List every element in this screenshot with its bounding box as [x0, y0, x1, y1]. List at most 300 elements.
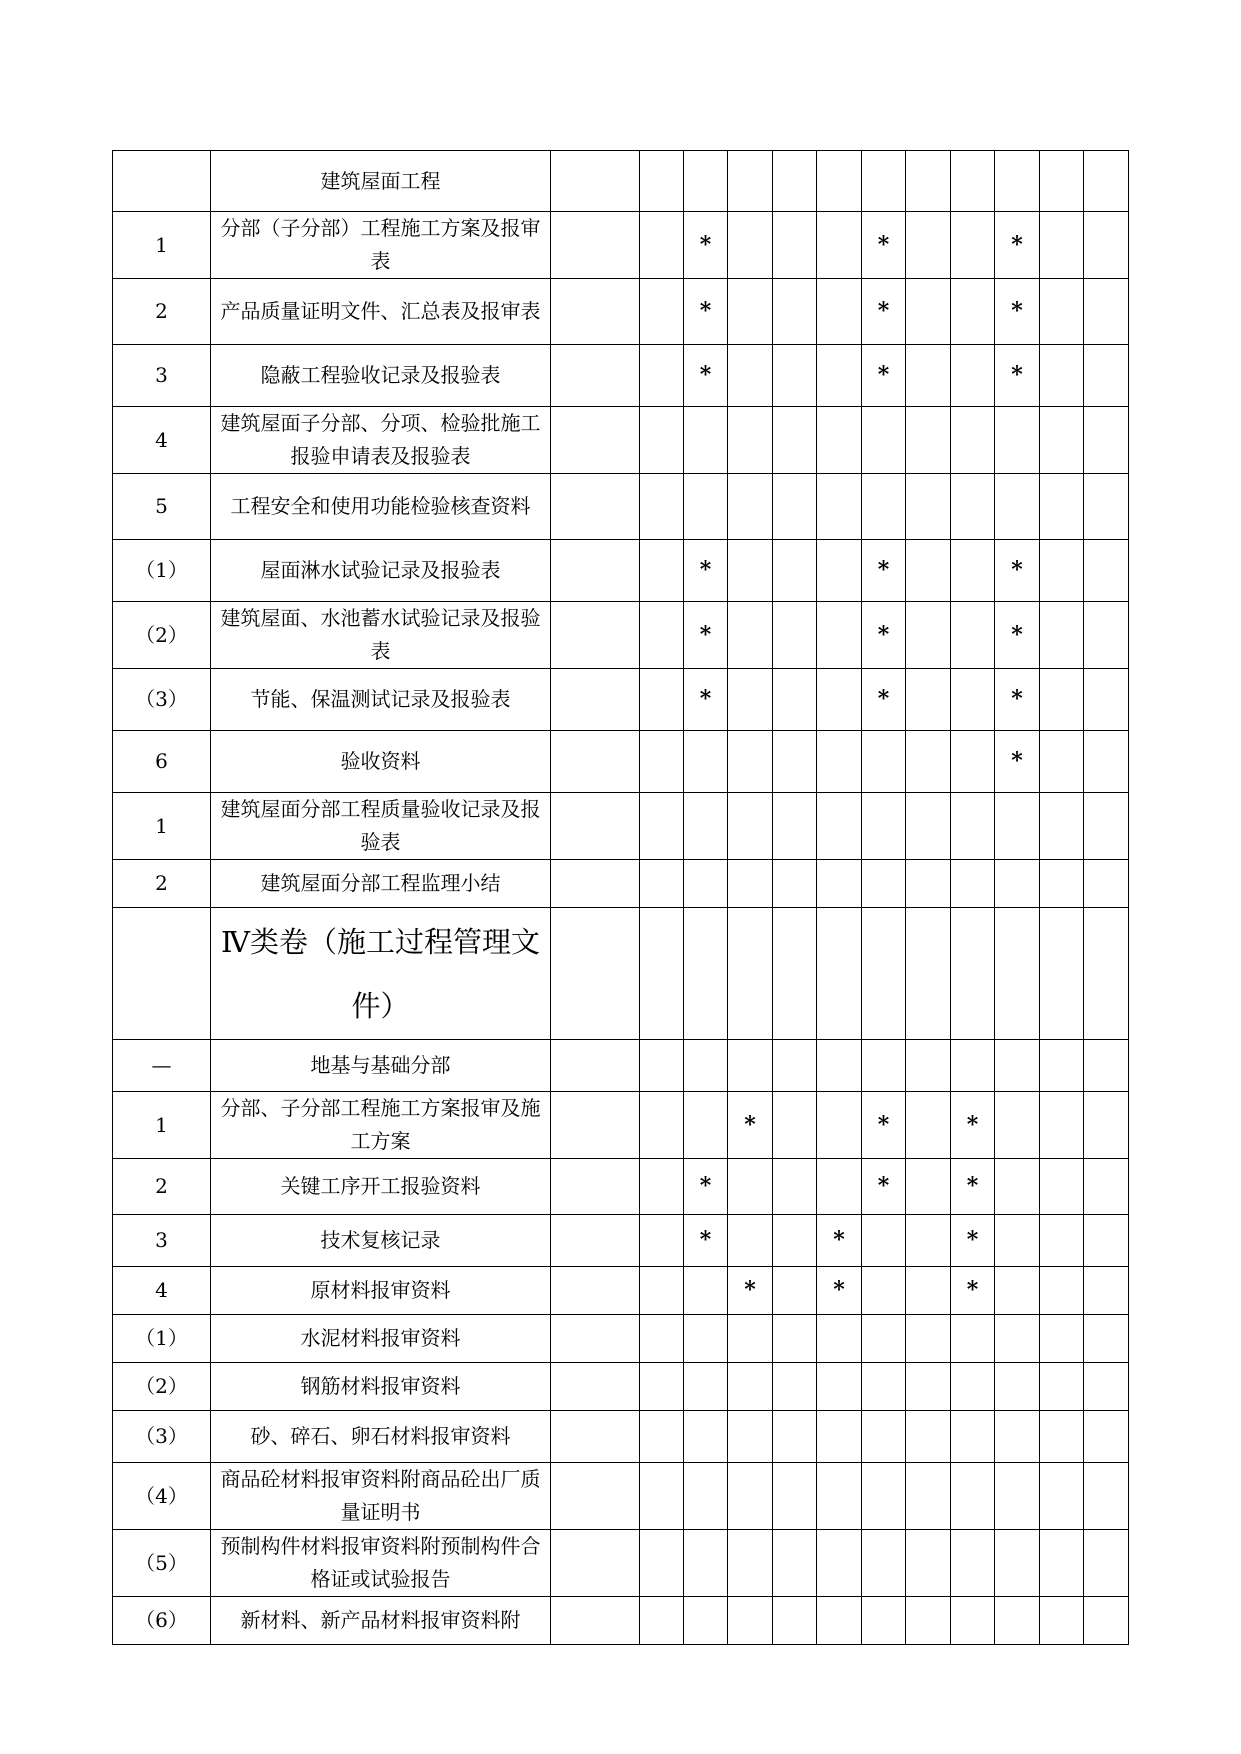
row-number: — [113, 1040, 211, 1092]
mark-cell [551, 345, 640, 407]
row-number: 4 [113, 407, 211, 474]
row-item: 技术复核记录 [211, 1215, 551, 1267]
mark-cell [906, 1530, 951, 1597]
mark-cell [773, 1159, 817, 1215]
mark-cell [995, 1159, 1040, 1215]
row-item: 屋面淋水试验记录及报验表 [211, 540, 551, 602]
mark-cell [817, 602, 862, 669]
row-item: 产品质量证明文件、汇总表及报审表 [211, 279, 551, 345]
mark-cell [684, 1530, 728, 1597]
row-number: （2） [113, 602, 211, 669]
mark-cell [773, 1530, 817, 1597]
mark-cell [906, 1411, 951, 1463]
row-item: 预制构件材料报审资料附预制构件合格证或试验报告 [211, 1530, 551, 1597]
mark-cell [995, 860, 1040, 908]
mark-cell [640, 669, 684, 731]
mark-cell [906, 669, 951, 731]
table-row [113, 602, 1129, 669]
mark-cell [773, 540, 817, 602]
row-number: 6 [113, 731, 211, 793]
mark-cell [773, 151, 817, 212]
mark-cell [640, 474, 684, 540]
mark-cell [551, 1411, 640, 1463]
row-item: 验收资料 [211, 731, 551, 793]
mark-cell [951, 1315, 995, 1363]
mark-cell [862, 1463, 906, 1530]
mark-cell [951, 908, 995, 1040]
mark-cell [995, 1267, 1040, 1315]
row-item: 建筑屋面工程 [211, 151, 551, 212]
mark-cell: * [684, 1215, 728, 1267]
mark-cell [906, 793, 951, 860]
mark-cell [817, 1315, 862, 1363]
mark-cell [640, 860, 684, 908]
mark-cell [906, 908, 951, 1040]
mark-cell [728, 860, 773, 908]
mark-cell [1040, 1315, 1084, 1363]
mark-cell [1084, 212, 1129, 279]
mark-cell [951, 345, 995, 407]
mark-cell: * [684, 345, 728, 407]
mark-cell [817, 908, 862, 1040]
mark-cell [817, 1530, 862, 1597]
row-item: Ⅳ类卷（施工过程管理文件） [211, 908, 551, 1040]
mark-cell [906, 602, 951, 669]
mark-cell [1084, 279, 1129, 345]
row-number: 5 [113, 474, 211, 540]
mark-cell [684, 407, 728, 474]
mark-cell [995, 1315, 1040, 1363]
mark-cell [862, 1530, 906, 1597]
mark-cell [862, 1040, 906, 1092]
mark-cell [728, 407, 773, 474]
mark-cell [773, 669, 817, 731]
mark-cell [817, 1463, 862, 1530]
table-row [113, 793, 1129, 860]
mark-cell [1040, 1215, 1084, 1267]
mark-cell [640, 1159, 684, 1215]
row-item: 水泥材料报审资料 [211, 1315, 551, 1363]
mark-cell [551, 407, 640, 474]
mark-cell [1040, 1463, 1084, 1530]
mark-cell [1040, 793, 1084, 860]
mark-cell [906, 1597, 951, 1645]
mark-cell [773, 1267, 817, 1315]
mark-cell [728, 1215, 773, 1267]
row-item: 关键工序开工报验资料 [211, 1159, 551, 1215]
mark-cell [906, 151, 951, 212]
row-number: （1） [113, 540, 211, 602]
mark-cell [640, 1530, 684, 1597]
mark-cell [817, 1597, 862, 1645]
table-row [113, 1530, 1129, 1597]
row-item: 砂、碎石、卵石材料报审资料 [211, 1411, 551, 1463]
row-number: 3 [113, 1215, 211, 1267]
mark-cell [728, 1597, 773, 1645]
mark-cell [1084, 1363, 1129, 1411]
mark-cell [728, 669, 773, 731]
mark-cell [862, 731, 906, 793]
mark-cell [817, 151, 862, 212]
row-item: 工程安全和使用功能检验核查资料 [211, 474, 551, 540]
mark-cell [1084, 1092, 1129, 1159]
mark-cell: * [862, 212, 906, 279]
mark-cell [906, 1040, 951, 1092]
mark-cell: * [995, 669, 1040, 731]
mark-cell [1084, 1411, 1129, 1463]
mark-cell: * [684, 212, 728, 279]
mark-cell [1084, 1215, 1129, 1267]
mark-cell [551, 1267, 640, 1315]
mark-cell [728, 1530, 773, 1597]
mark-cell [1084, 151, 1129, 212]
row-number: 4 [113, 1267, 211, 1315]
mark-cell [640, 1267, 684, 1315]
mark-cell: * [817, 1267, 862, 1315]
table-row [113, 1267, 1129, 1315]
mark-cell: * [862, 1159, 906, 1215]
mark-cell [640, 1315, 684, 1363]
mark-cell [684, 1411, 728, 1463]
mark-cell [1040, 1040, 1084, 1092]
mark-cell [817, 1159, 862, 1215]
mark-cell [1084, 1159, 1129, 1215]
mark-cell [995, 1530, 1040, 1597]
row-item: 原材料报审资料 [211, 1267, 551, 1315]
mark-cell [817, 1411, 862, 1463]
mark-cell [640, 1040, 684, 1092]
mark-cell [817, 1363, 862, 1411]
mark-cell [1040, 151, 1084, 212]
mark-cell [862, 407, 906, 474]
row-item: 地基与基础分部 [211, 1040, 551, 1092]
mark-cell [551, 908, 640, 1040]
mark-cell [640, 1363, 684, 1411]
mark-cell [1040, 212, 1084, 279]
mark-cell [995, 908, 1040, 1040]
mark-cell [862, 1597, 906, 1645]
table-row [113, 1040, 1129, 1092]
mark-cell [640, 540, 684, 602]
row-number: 2 [113, 1159, 211, 1215]
table-row [113, 1463, 1129, 1530]
row-number: 1 [113, 793, 211, 860]
mark-cell [817, 345, 862, 407]
mark-cell [817, 279, 862, 345]
table-row [113, 669, 1129, 731]
mark-cell [817, 474, 862, 540]
mark-cell: * [728, 1092, 773, 1159]
mark-cell [951, 540, 995, 602]
row-item: 建筑屋面、水池蓄水试验记录及报验表 [211, 602, 551, 669]
mark-cell [773, 1597, 817, 1645]
mark-cell [1040, 1159, 1084, 1215]
mark-cell [1084, 860, 1129, 908]
mark-cell [951, 279, 995, 345]
mark-cell: * [862, 1092, 906, 1159]
table-row [113, 731, 1129, 793]
row-number: （4） [113, 1463, 211, 1530]
mark-cell [906, 731, 951, 793]
row-number: 2 [113, 279, 211, 345]
mark-cell [995, 793, 1040, 860]
mark-cell [640, 1092, 684, 1159]
mark-cell [1040, 279, 1084, 345]
mark-cell [728, 151, 773, 212]
mark-cell [1040, 1411, 1084, 1463]
mark-cell [728, 793, 773, 860]
mark-cell [906, 1363, 951, 1411]
mark-cell [951, 151, 995, 212]
table-row [113, 1215, 1129, 1267]
mark-cell [773, 1411, 817, 1463]
mark-cell [728, 1040, 773, 1092]
mark-cell [1040, 407, 1084, 474]
mark-cell [1084, 669, 1129, 731]
mark-cell [862, 1411, 906, 1463]
mark-cell [640, 279, 684, 345]
mark-cell [1040, 908, 1084, 1040]
row-number [113, 151, 211, 212]
mark-cell [1040, 540, 1084, 602]
table-row [113, 1363, 1129, 1411]
mark-cell [1084, 1530, 1129, 1597]
mark-cell [551, 669, 640, 731]
mark-cell [1040, 1597, 1084, 1645]
mark-cell: * [684, 540, 728, 602]
mark-cell [817, 793, 862, 860]
mark-cell [1040, 345, 1084, 407]
mark-cell [640, 908, 684, 1040]
mark-cell [995, 474, 1040, 540]
mark-cell [906, 474, 951, 540]
mark-cell [995, 1040, 1040, 1092]
mark-cell [551, 1597, 640, 1645]
mark-cell [773, 1363, 817, 1411]
mark-cell [951, 1597, 995, 1645]
mark-cell [684, 1092, 728, 1159]
table-row [113, 1159, 1129, 1215]
mark-cell [640, 345, 684, 407]
mark-cell [684, 793, 728, 860]
mark-cell [640, 212, 684, 279]
mark-cell: * [862, 602, 906, 669]
mark-cell [640, 407, 684, 474]
mark-cell [1084, 602, 1129, 669]
mark-cell [728, 474, 773, 540]
mark-cell [862, 1215, 906, 1267]
table-row [113, 345, 1129, 407]
mark-cell [862, 908, 906, 1040]
mark-cell [951, 407, 995, 474]
mark-cell [906, 1463, 951, 1530]
mark-cell [906, 540, 951, 602]
row-number: 3 [113, 345, 211, 407]
mark-cell [728, 1159, 773, 1215]
mark-cell [684, 1463, 728, 1530]
mark-cell [728, 602, 773, 669]
mark-cell [1084, 731, 1129, 793]
mark-cell: * [817, 1215, 862, 1267]
mark-cell [1040, 1530, 1084, 1597]
mark-cell: * [684, 1159, 728, 1215]
mark-cell: * [995, 345, 1040, 407]
row-item: 建筑屋面分部工程质量验收记录及报验表 [211, 793, 551, 860]
table-row [113, 1315, 1129, 1363]
row-number: 1 [113, 212, 211, 279]
row-number: （3） [113, 1411, 211, 1463]
mark-cell [551, 793, 640, 860]
mark-cell [773, 212, 817, 279]
mark-cell [684, 1315, 728, 1363]
mark-cell [862, 860, 906, 908]
mark-cell: * [862, 540, 906, 602]
mark-cell [1084, 1315, 1129, 1363]
mark-cell [817, 212, 862, 279]
mark-cell [551, 860, 640, 908]
mark-cell [1040, 602, 1084, 669]
mark-cell [906, 345, 951, 407]
mark-cell [951, 669, 995, 731]
mark-cell [1040, 1267, 1084, 1315]
mark-cell [773, 1315, 817, 1363]
mark-cell [817, 860, 862, 908]
mark-cell [862, 793, 906, 860]
mark-cell [1084, 474, 1129, 540]
mark-cell [728, 1363, 773, 1411]
table-row [113, 908, 1129, 1040]
row-item: 建筑屋面分部工程监理小结 [211, 860, 551, 908]
row-item: 节能、保温测试记录及报验表 [211, 669, 551, 731]
mark-cell [1084, 540, 1129, 602]
mark-cell [906, 1159, 951, 1215]
mark-cell [551, 1159, 640, 1215]
row-item: 建筑屋面子分部、分项、检验批施工报验申请表及报验表 [211, 407, 551, 474]
mark-cell [728, 212, 773, 279]
mark-cell [995, 151, 1040, 212]
mark-cell [1084, 793, 1129, 860]
mark-cell [551, 1092, 640, 1159]
mark-cell [1084, 1463, 1129, 1530]
mark-cell [551, 474, 640, 540]
mark-cell [862, 151, 906, 212]
table-row [113, 474, 1129, 540]
document-table [112, 150, 1129, 1645]
table-row [113, 407, 1129, 474]
mark-cell [551, 212, 640, 279]
mark-cell [862, 1267, 906, 1315]
mark-cell: * [951, 1267, 995, 1315]
mark-cell [640, 1215, 684, 1267]
mark-cell [1040, 474, 1084, 540]
mark-cell: * [728, 1267, 773, 1315]
mark-cell [551, 731, 640, 793]
mark-cell [551, 151, 640, 212]
table-row [113, 860, 1129, 908]
row-item: 新材料、新产品材料报审资料附 [211, 1597, 551, 1645]
mark-cell [551, 1040, 640, 1092]
mark-cell [906, 212, 951, 279]
mark-cell [551, 1215, 640, 1267]
mark-cell [773, 731, 817, 793]
mark-cell [995, 407, 1040, 474]
mark-cell [906, 860, 951, 908]
table-row [113, 1597, 1129, 1645]
row-item: 钢筋材料报审资料 [211, 1363, 551, 1411]
mark-cell: * [684, 602, 728, 669]
mark-cell [951, 793, 995, 860]
mark-cell [995, 1597, 1040, 1645]
mark-cell [728, 1463, 773, 1530]
mark-cell [951, 474, 995, 540]
mark-cell [684, 860, 728, 908]
mark-cell: * [684, 669, 728, 731]
mark-cell [951, 1363, 995, 1411]
mark-cell [551, 1530, 640, 1597]
mark-cell [551, 540, 640, 602]
mark-cell: * [995, 279, 1040, 345]
mark-cell [728, 1315, 773, 1363]
table-row [113, 1092, 1129, 1159]
mark-cell [1040, 669, 1084, 731]
mark-cell [640, 731, 684, 793]
mark-cell [817, 669, 862, 731]
mark-cell: * [995, 212, 1040, 279]
mark-cell [951, 1411, 995, 1463]
mark-cell: * [995, 540, 1040, 602]
mark-cell [640, 1411, 684, 1463]
mark-cell [773, 860, 817, 908]
mark-cell [817, 407, 862, 474]
mark-cell [951, 602, 995, 669]
mark-cell [773, 407, 817, 474]
mark-cell [551, 1315, 640, 1363]
mark-cell [684, 1363, 728, 1411]
row-item: 商品砼材料报审资料附商品砼出厂质量证明书 [211, 1463, 551, 1530]
mark-cell [551, 1363, 640, 1411]
mark-cell: * [995, 602, 1040, 669]
mark-cell [817, 1040, 862, 1092]
mark-cell [951, 1463, 995, 1530]
mark-cell [728, 731, 773, 793]
mark-cell [906, 407, 951, 474]
mark-cell [906, 279, 951, 345]
mark-cell [684, 731, 728, 793]
mark-cell [862, 1363, 906, 1411]
row-number: （3） [113, 669, 211, 731]
mark-cell [551, 602, 640, 669]
row-number [113, 908, 211, 1040]
mark-cell [640, 602, 684, 669]
mark-cell [1084, 1040, 1129, 1092]
mark-cell [640, 1463, 684, 1530]
mark-cell [995, 1215, 1040, 1267]
mark-cell [995, 1363, 1040, 1411]
mark-cell [684, 151, 728, 212]
mark-cell [728, 908, 773, 1040]
row-number: （5） [113, 1530, 211, 1597]
row-number: （1） [113, 1315, 211, 1363]
mark-cell [906, 1092, 951, 1159]
mark-cell [773, 1092, 817, 1159]
mark-cell [906, 1267, 951, 1315]
mark-cell [728, 540, 773, 602]
mark-cell [728, 279, 773, 345]
mark-cell [1084, 908, 1129, 1040]
mark-cell [862, 474, 906, 540]
mark-cell [1040, 1092, 1084, 1159]
mark-cell [773, 1463, 817, 1530]
